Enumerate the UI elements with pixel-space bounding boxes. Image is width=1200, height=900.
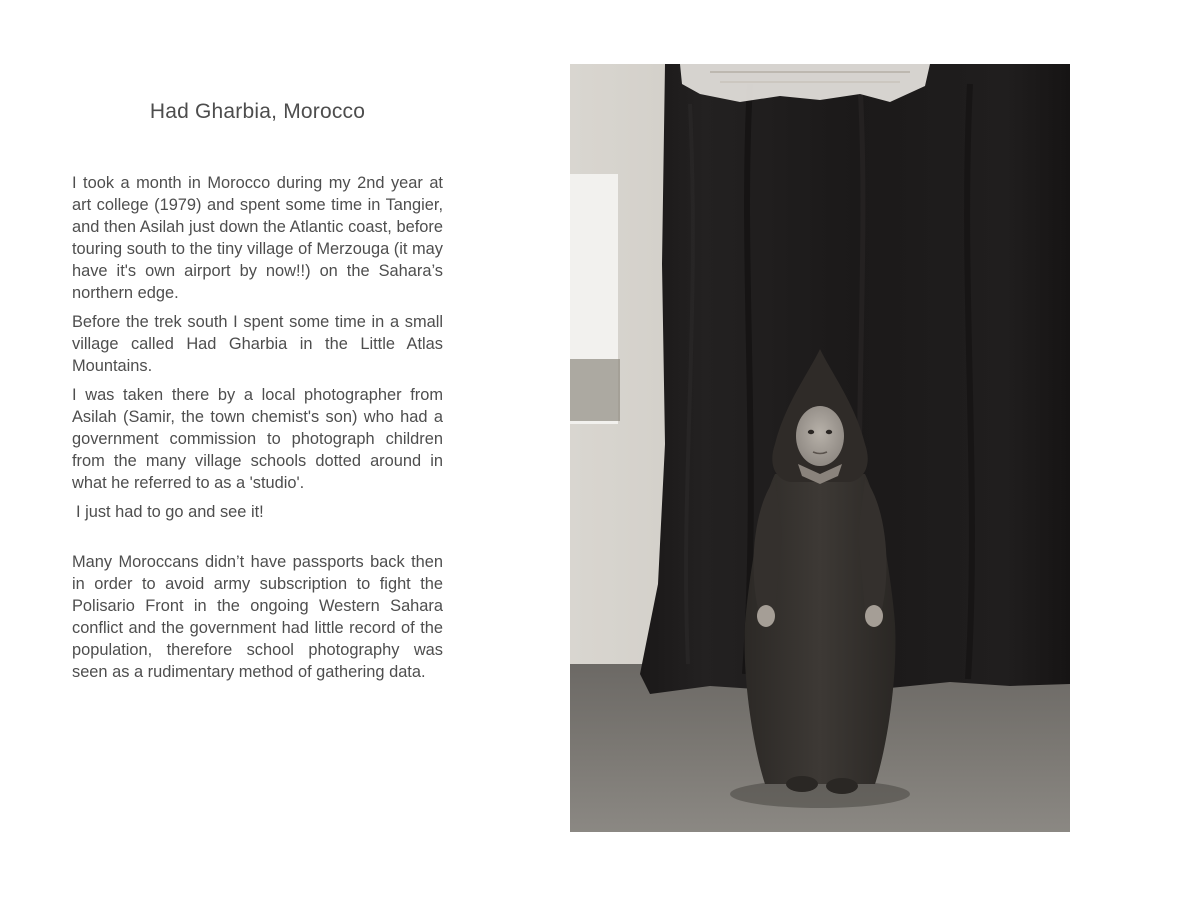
photo-face xyxy=(796,406,844,466)
photo-window-plant xyxy=(570,359,620,421)
paragraph-intro: I took a month in Morocco during my 2nd year at art college (1979) and spent some time in Tangier, and then Asilah just down the Atlantic coast, before touring south to the tiny village of Merzouga (it may have it's own airport by now!!) on the Sahara’s northern edge. xyxy=(72,174,443,302)
paragraph-passports: Many Moroccans didn’t have passports back then in order to avoid army subscription to fight the Polisario Front in the ongoing Western Sahara conflict and the government had little record of the population, therefore school photography was seen as a rudimentary method of gathering data. xyxy=(72,553,443,681)
paragraph-studio: I was taken there by a local photographer from Asilah (Samir, the town chemist's son) who had a government commission to photograph children from the many village schools dotted around in what he referred to as a 'studio'. xyxy=(72,386,443,492)
photo-lace-fabric xyxy=(680,64,930,102)
page-title: Had Gharbia, Morocco xyxy=(149,100,366,123)
article-body xyxy=(72,172,443,690)
paragraph-go-see: I just had to go and see it! xyxy=(76,503,264,521)
paragraph-had-gharbia: Before the trek south I spent some time in a small village called Had Gharbia in the Little Atlas Mountains. xyxy=(72,313,443,375)
photograph xyxy=(570,64,1070,832)
photograph-illustration xyxy=(570,64,1070,832)
